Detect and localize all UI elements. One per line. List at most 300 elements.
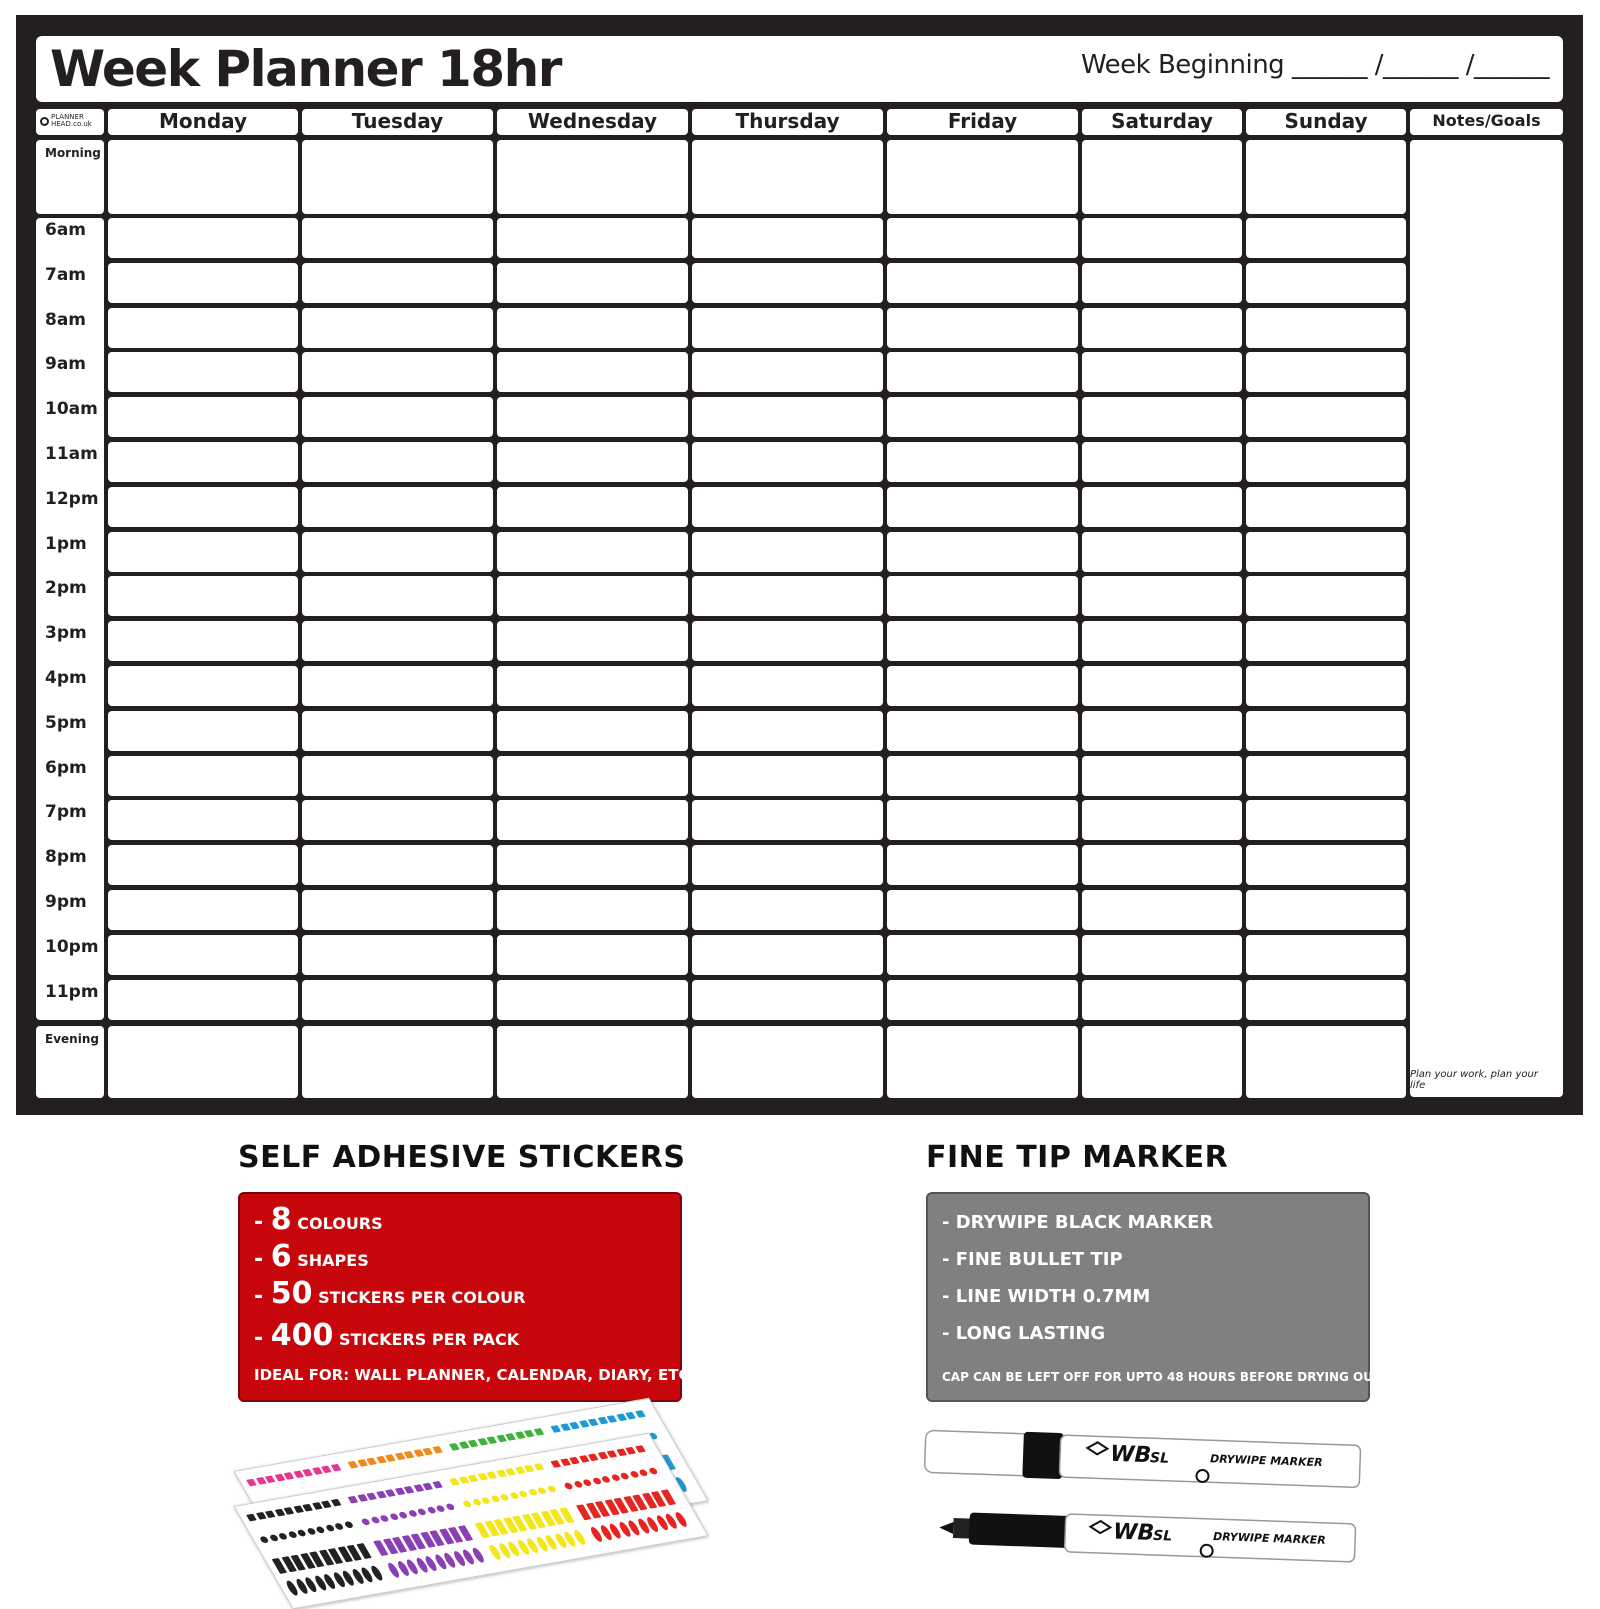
hour-slot-cell (497, 756, 688, 796)
sticker-dot (619, 1472, 630, 1480)
sticker-dot (324, 1524, 335, 1532)
hour-slot-cell (692, 800, 883, 840)
svg-text:SL: SL (1152, 1527, 1173, 1545)
hour-slot-cell (497, 845, 688, 885)
sticker-dot (573, 1481, 584, 1489)
planner-title: Week Planner 18hr (50, 40, 561, 98)
sticker-dot (330, 1464, 341, 1472)
hour-slot-cell (1082, 442, 1242, 482)
sticker-dot (312, 1467, 323, 1475)
hour-slot-cell (302, 532, 493, 572)
sticker-dot (560, 1423, 571, 1431)
hour-slot-cell (1246, 666, 1406, 706)
hour-slot-cell (887, 800, 1078, 840)
sticker-dot (296, 1529, 307, 1537)
hour-slot-cell (887, 845, 1078, 885)
hour-slot-cell (692, 666, 883, 706)
marker-with-cap-image (915, 1420, 1375, 1500)
hour-label: 12pm (45, 489, 99, 509)
sticker-dot (550, 1460, 561, 1468)
stickers-heading: SELF ADHESIVE STICKERS (238, 1140, 686, 1175)
hour-slot-cell (887, 218, 1078, 258)
hour-slot-cell (302, 666, 493, 706)
evening-cell (302, 1026, 493, 1098)
sticker-dot (321, 1466, 332, 1474)
hour-label: 11am (45, 444, 98, 464)
sticker-dot (607, 1415, 618, 1423)
sticker-dot (563, 1482, 574, 1490)
hour-label: 7am (45, 265, 87, 285)
sticker-dot (499, 1493, 510, 1501)
sticker-feature-line: - 50 STICKERS PER COLOUR (254, 1276, 526, 1311)
sticker-dot (343, 1521, 354, 1529)
hour-slot-cell (497, 397, 688, 437)
sticker-dot (274, 1474, 285, 1482)
sticker-feature-line: - 6 SHAPES (254, 1239, 369, 1274)
hour-slot-cell (1246, 935, 1406, 975)
hour-slot-cell (497, 218, 688, 258)
planner-title-bar (36, 36, 1563, 102)
sticker-dot (315, 1526, 326, 1534)
hour-slot-cell (108, 352, 298, 392)
hour-slot-cell (887, 263, 1078, 303)
sticker-dot (302, 1504, 313, 1512)
hour-slot-cell (108, 890, 298, 930)
hour-slot-cell (692, 487, 883, 527)
hour-slot-cell (497, 576, 688, 616)
hour-slot-cell (1246, 532, 1406, 572)
hour-slot-cell (1082, 352, 1242, 392)
hour-slot-cell (1082, 397, 1242, 437)
morning-cell (1082, 140, 1242, 214)
hour-slot-cell (108, 800, 298, 840)
hour-slot-cell (108, 308, 298, 348)
hour-slot-cell (1246, 845, 1406, 885)
hour-slot-cell (497, 352, 688, 392)
hour-slot-cell (692, 397, 883, 437)
sticker-dot (591, 1477, 602, 1485)
hour-slot-cell (1082, 711, 1242, 751)
hour-slot-cell (692, 576, 883, 616)
hour-slot-cell (692, 935, 883, 975)
notes-goals-area (1410, 140, 1563, 1097)
sticker-dot (616, 1449, 627, 1457)
hour-slot-cell (108, 621, 298, 661)
hour-slot-cell (887, 621, 1078, 661)
marker-feature-line: - FINE BULLET TIP (942, 1249, 1123, 1270)
hour-slot-cell (1246, 487, 1406, 527)
hour-slot-cell (887, 532, 1078, 572)
sticker-dot (413, 1484, 424, 1492)
hour-slot-cell (692, 532, 883, 572)
hour-slot-cell (302, 890, 493, 930)
morning-label: Morning (36, 140, 104, 214)
hour-slot-cell (1082, 487, 1242, 527)
hour-slot-cell (692, 621, 883, 661)
sticker-dot (515, 1466, 526, 1474)
sticker-dot (597, 1417, 608, 1425)
hour-slot-cell (887, 711, 1078, 751)
hour-slot-cell (887, 397, 1078, 437)
sticker-dot (246, 1514, 257, 1522)
sticker-dot (385, 1454, 396, 1462)
sticker-dot (509, 1492, 520, 1500)
morning-cell (497, 140, 688, 214)
hour-slot-cell (887, 980, 1078, 1020)
hour-slot-cell (108, 845, 298, 885)
sticker-dot (360, 1518, 371, 1526)
marker-feature-line: - LONG LASTING (942, 1323, 1106, 1344)
hour-slot-cell (108, 980, 298, 1020)
hour-slot-cell (302, 263, 493, 303)
hour-slot-cell (108, 576, 298, 616)
sticker-dot (357, 1459, 368, 1467)
hour-slot-cell (497, 890, 688, 930)
marker-brand-text: WB (1109, 1441, 1152, 1469)
sticker-dot (366, 1493, 377, 1501)
sticker-dot (601, 1476, 612, 1484)
hour-slot-cell (108, 935, 298, 975)
sticker-dot (477, 1473, 488, 1481)
hour-slot-cell (887, 487, 1078, 527)
day-header-tuesday: Tuesday (302, 109, 493, 135)
sticker-dot (533, 1428, 544, 1436)
sticker-dot (330, 1499, 341, 1507)
hour-slot-cell (497, 263, 688, 303)
day-header-thursday: Thursday (692, 109, 883, 135)
hour-slot-cell (1246, 442, 1406, 482)
morning-cell (887, 140, 1078, 214)
hour-slot-cell (497, 980, 688, 1020)
hour-label: 10pm (45, 937, 99, 957)
day-header-saturday: Saturday (1082, 109, 1242, 135)
evening-cell (497, 1026, 688, 1098)
hour-slot-cell (1246, 711, 1406, 751)
hour-slot-cell (887, 576, 1078, 616)
hour-slot-cell (887, 935, 1078, 975)
sticker-dot (533, 1463, 544, 1471)
hour-label: 3pm (45, 623, 87, 643)
sticker-dot (376, 1456, 387, 1464)
hour-slot-cell (302, 576, 493, 616)
hour-slot-cell (302, 621, 493, 661)
sticker-dot (394, 1453, 405, 1461)
day-header-wednesday: Wednesday (497, 109, 688, 135)
sticker-dot (462, 1500, 473, 1508)
marker-heading: FINE TIP MARKER (926, 1140, 1229, 1175)
hour-label: 7pm (45, 802, 87, 822)
hour-slot-cell (692, 890, 883, 930)
hour-slot-cell (1246, 980, 1406, 1020)
hour-slot-cell (497, 308, 688, 348)
sticker-dot (550, 1425, 561, 1433)
sticker-dot (579, 1455, 590, 1463)
hour-slot-cell (692, 308, 883, 348)
sticker-dot (588, 1418, 599, 1426)
hour-slot-cell (302, 845, 493, 885)
sticker-dot (404, 1486, 415, 1494)
logo-icon (40, 117, 49, 126)
hour-slot-cell (887, 666, 1078, 706)
sticker-dot (422, 1483, 433, 1491)
hour-slot-cell (1082, 532, 1242, 572)
sticker-dot (284, 1507, 295, 1515)
sticker-dot (278, 1533, 289, 1541)
hour-slot-cell (497, 487, 688, 527)
hour-slot-cell (302, 935, 493, 975)
sticker-dot (505, 1468, 516, 1476)
sticker-dot (432, 1481, 443, 1489)
sticker-dot (481, 1497, 492, 1505)
sticker-feature-line: - 8 COLOURS (254, 1202, 383, 1237)
hour-label: 6am (45, 220, 87, 240)
hour-slot-cell (1246, 263, 1406, 303)
hour-slot-cell (692, 442, 883, 482)
sticker-feature-line: - 400 STICKERS PER PACK (254, 1318, 520, 1353)
hour-label: 11pm (45, 982, 99, 1002)
sticker-dot (407, 1510, 418, 1518)
hour-slot-cell (1082, 263, 1242, 303)
sticker-dot (524, 1430, 535, 1438)
marker-info-box (926, 1192, 1382, 1402)
sticker-dot (256, 1477, 267, 1485)
day-header-sunday: Sunday (1246, 109, 1406, 135)
stickers-info-box (238, 1192, 690, 1402)
hour-slot-cell (1246, 397, 1406, 437)
sticker-dot (256, 1512, 267, 1520)
sticker-dot (458, 1441, 469, 1449)
evening-cell (1082, 1026, 1242, 1098)
hour-slot-cell (108, 532, 298, 572)
sticker-dot (607, 1450, 618, 1458)
hour-label: 2pm (45, 578, 87, 598)
hour-slot-cell (1246, 576, 1406, 616)
sticker-dot (293, 1470, 304, 1478)
sticker-dot (449, 1478, 460, 1486)
sticker-dot (348, 1461, 359, 1469)
evening-label: Evening (36, 1026, 104, 1098)
hour-label: 8pm (45, 847, 87, 867)
hour-label: 9pm (45, 892, 87, 912)
sticker-dot (388, 1513, 399, 1521)
hour-label: 1pm (45, 534, 87, 554)
hour-slot-cell (1246, 218, 1406, 258)
sticker-dot (348, 1496, 359, 1504)
sticker-dot (579, 1420, 590, 1428)
sticker-dot (625, 1412, 636, 1420)
hour-slot-cell (497, 532, 688, 572)
morning-cell (1246, 140, 1406, 214)
sticker-dot (246, 1479, 257, 1487)
evening-cell (1246, 1026, 1406, 1098)
hour-slot-cell (692, 756, 883, 796)
notes-goals-header: Notes/Goals (1410, 109, 1563, 135)
hour-slot-cell (497, 800, 688, 840)
hour-slot-cell (1082, 756, 1242, 796)
sticker-dot (265, 1475, 276, 1483)
marker-uncapped-image (935, 1505, 1375, 1575)
sticker-dot (321, 1501, 332, 1509)
sticker-dot (274, 1509, 285, 1517)
morning-cell (692, 140, 883, 214)
sticker-dot (625, 1447, 636, 1455)
hour-slot-cell (302, 711, 493, 751)
hour-slot-cell (887, 756, 1078, 796)
hour-slot-cell (1082, 218, 1242, 258)
hour-label: 10am (45, 399, 98, 419)
sticker-dot (458, 1476, 469, 1484)
hour-slot-cell (887, 308, 1078, 348)
hour-slot-cell (108, 397, 298, 437)
hour-slot-cell (108, 487, 298, 527)
hour-slot-cell (302, 756, 493, 796)
sticker-dot (306, 1528, 317, 1536)
sticker-dot (357, 1494, 368, 1502)
hour-slot-cell (108, 263, 298, 303)
sticker-dot (515, 1431, 526, 1439)
hour-slot-cell (1082, 576, 1242, 616)
hour-slot-cell (1082, 980, 1242, 1020)
sticker-dot (560, 1458, 571, 1466)
sticker-dot (486, 1436, 497, 1444)
svg-text:SL: SL (1149, 1450, 1170, 1467)
hour-slot-cell (1246, 800, 1406, 840)
sticker-dot (413, 1449, 424, 1457)
sticker-dot (610, 1474, 621, 1482)
sticker-dot (394, 1488, 405, 1496)
sticker-dot (398, 1511, 409, 1519)
sticker-dot (449, 1443, 460, 1451)
hour-slot-cell (108, 442, 298, 482)
sticker-dot (524, 1465, 535, 1473)
hour-slot-cell (1082, 845, 1242, 885)
hour-slot-cell (302, 218, 493, 258)
hour-label: 9am (45, 354, 87, 374)
sticker-dot (422, 1448, 433, 1456)
sticker-dot (445, 1503, 456, 1511)
hour-slot-cell (692, 711, 883, 751)
sticker-dot (366, 1458, 377, 1466)
svg-text:DRYWIPE MARKER: DRYWIPE MARKER (1209, 1452, 1323, 1470)
sticker-dot (647, 1467, 658, 1475)
evening-cell (692, 1026, 883, 1098)
hour-slot-cell (108, 711, 298, 751)
sticker-dot (496, 1470, 507, 1478)
hour-slot-cell (887, 442, 1078, 482)
sticker-dot (426, 1506, 437, 1514)
hour-slot-cell (1246, 308, 1406, 348)
sticker-dot (404, 1451, 415, 1459)
hour-slot-cell (497, 621, 688, 661)
hour-slot-cell (1246, 621, 1406, 661)
hour-slot-cell (302, 800, 493, 840)
sticker-dot (416, 1508, 427, 1516)
hour-slot-cell (1082, 666, 1242, 706)
sticker-dot (616, 1414, 627, 1422)
sticker-dot (527, 1489, 538, 1497)
hour-slot-cell (887, 352, 1078, 392)
hour-label: 4pm (45, 668, 87, 688)
hour-slot-cell (497, 442, 688, 482)
sticker-dot (334, 1523, 345, 1531)
evening-cell (887, 1026, 1078, 1098)
morning-cell (108, 140, 298, 214)
sticker-dot (490, 1495, 501, 1503)
hour-label: 5pm (45, 713, 87, 733)
sticker-dot (468, 1440, 479, 1448)
hour-slot-cell (1246, 352, 1406, 392)
day-header-monday: Monday (108, 109, 298, 135)
hour-label: 6pm (45, 758, 87, 778)
day-header-friday: Friday (887, 109, 1078, 135)
sticker-dot (265, 1510, 276, 1518)
sticker-dot (287, 1531, 298, 1539)
sticker-dot (293, 1505, 304, 1513)
sticker-dot (284, 1472, 295, 1480)
hour-slot-cell (692, 263, 883, 303)
hour-slot-cell (497, 935, 688, 975)
hour-slot-cell (887, 890, 1078, 930)
sticker-dot (468, 1475, 479, 1483)
hour-slot-cell (692, 980, 883, 1020)
sticker-dot (432, 1446, 443, 1454)
sticker-dot (546, 1485, 557, 1493)
hour-slot-cell (108, 756, 298, 796)
sticker-dot (302, 1469, 313, 1477)
marker-note: CAP CAN BE LEFT OFF FOR UPTO 48 HOURS BEFORE DRYING OUT (942, 1370, 1382, 1384)
marker-feature-line: - LINE WIDTH 0.7MM (942, 1286, 1151, 1307)
sticker-dot (629, 1471, 640, 1479)
hour-slot-cell (302, 442, 493, 482)
sticker-dot (635, 1410, 646, 1418)
stickers-ideal-for: IDEAL FOR: WALL PLANNER, CALENDAR, DIARY, ETC (254, 1366, 690, 1384)
sticker-dot (496, 1435, 507, 1443)
hour-slot-cell (1082, 935, 1242, 975)
sticker-dot (477, 1438, 488, 1446)
hour-slot-cell (1246, 756, 1406, 796)
sticker-dot (638, 1469, 649, 1477)
hour-slot-cell (302, 980, 493, 1020)
tagline: Plan your work, plan your life (1410, 1069, 1538, 1091)
hour-slot-cell (302, 308, 493, 348)
sticker-dot (588, 1453, 599, 1461)
sticker-dot (376, 1491, 387, 1499)
hour-slot-cell (302, 352, 493, 392)
sticker-dot (569, 1457, 580, 1465)
sticker-dot (379, 1515, 390, 1523)
hour-slot-cell (1246, 890, 1406, 930)
sticker-dot (312, 1502, 323, 1510)
svg-text:DRYWIPE MARKER: DRYWIPE MARKER (1212, 1530, 1326, 1547)
evening-cell (108, 1026, 298, 1098)
hour-slot-cell (692, 218, 883, 258)
morning-cell (302, 140, 493, 214)
svg-text:WB: WB (1112, 1519, 1155, 1546)
hour-label-column (36, 218, 104, 1020)
hour-slot-cell (497, 666, 688, 706)
hour-label: 8am (45, 310, 87, 330)
sticker-dot (259, 1536, 270, 1544)
hour-slot-cell (108, 666, 298, 706)
hour-slot-cell (1082, 800, 1242, 840)
hour-slot-cell (108, 218, 298, 258)
hour-slot-cell (1082, 621, 1242, 661)
sticker-dot (370, 1516, 381, 1524)
sticker-dot (582, 1479, 593, 1487)
hour-slot-cell (302, 397, 493, 437)
sticker-dot (435, 1505, 446, 1513)
hour-slot-cell (302, 487, 493, 527)
